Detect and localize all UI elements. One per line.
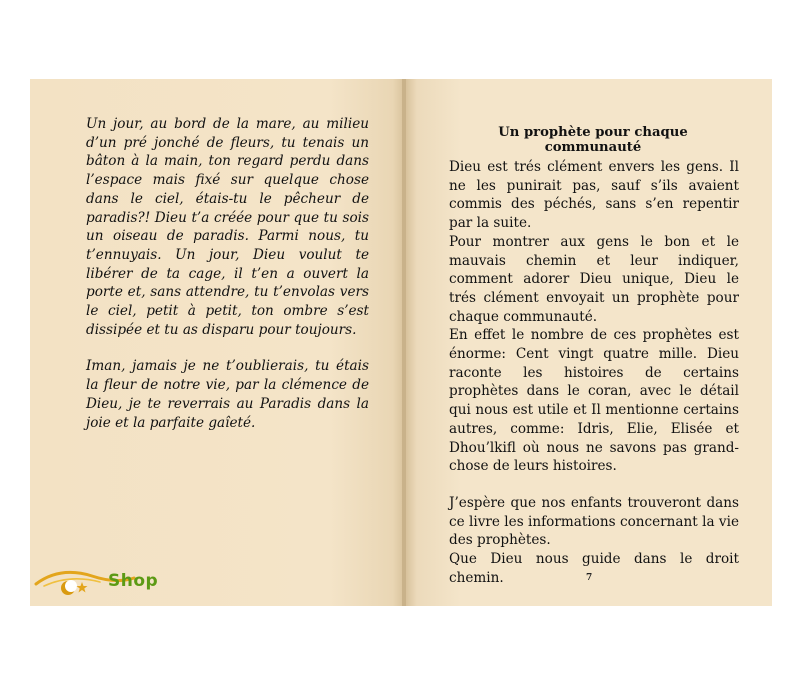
right-paragraph-4: J’espère que nos enfants trouveront dans ce livre les informations concernant la vie des prophètes. <box>449 494 739 549</box>
left-paragraph-1: Un jour, au bord de la mare, au milieu d’un pré jonché de fleurs, tu tenais un bâton à la main, ton regard perdu dans l’espace mais fixé sur quelque chose dans le ciel, étais-tu le pêcheur de paradis?! Dieu t’a créée pour que tu sois un oiseau de paradis. Parmi nous, tu t’ennuyais. Un jour, Dieu voulut te libérer de ta cage, il t’en a ouvert la porte et, sans attendre, tu t’envolas vers le ciel, petit à petit, ton ombre s’est dissipée et tu as disparu pour toujours. <box>86 116 369 338</box>
logo-shop-text: Shop <box>108 571 159 591</box>
open-book <box>30 79 772 606</box>
right-paragraph-5: Que Dieu nous guide dans le droit chemin. <box>449 551 739 586</box>
right-paragraph-1: Dieu est trés clément envers les gens. Il ne les punirait pas, sauf s’ils avaient commis des péchés, sans s’en repentir par la suite. <box>449 159 739 232</box>
page-number: 7 <box>586 573 593 583</box>
left-page-text <box>86 115 369 432</box>
right-paragraph-2: Pour montrer aux gens le bon et le mauvais chemin et leur indiquer, comment adorer Dieu unique, Dieu le trés clément envoyait un prophète pour chaque communauté. <box>449 233 739 325</box>
right-paragraph-3: En effet le nombre de ces prophètes est énorme: Cent vingt quatre mille. Dieu raconte les histoires de certains prophètes dans le coran, avec le détail qui nous est utile et Il mentionne certains autres, comme: Idris, Elie, Elisée et Dhou’lkifl où nous ne savons pas grand-chose de leurs histoires. <box>449 327 739 475</box>
right-page <box>406 79 772 606</box>
chapter-title: Un prophète pour chaque communauté <box>498 125 688 155</box>
left-paragraph-2: Iman, jamais je ne t’oublierais, tu étais la fleur de notre vie, par la clémence de Dieu, je te reverrais au Paradis dans la joie et la parfaite gaîeté. <box>86 358 369 431</box>
right-page-text <box>449 158 739 587</box>
left-page <box>30 79 404 606</box>
